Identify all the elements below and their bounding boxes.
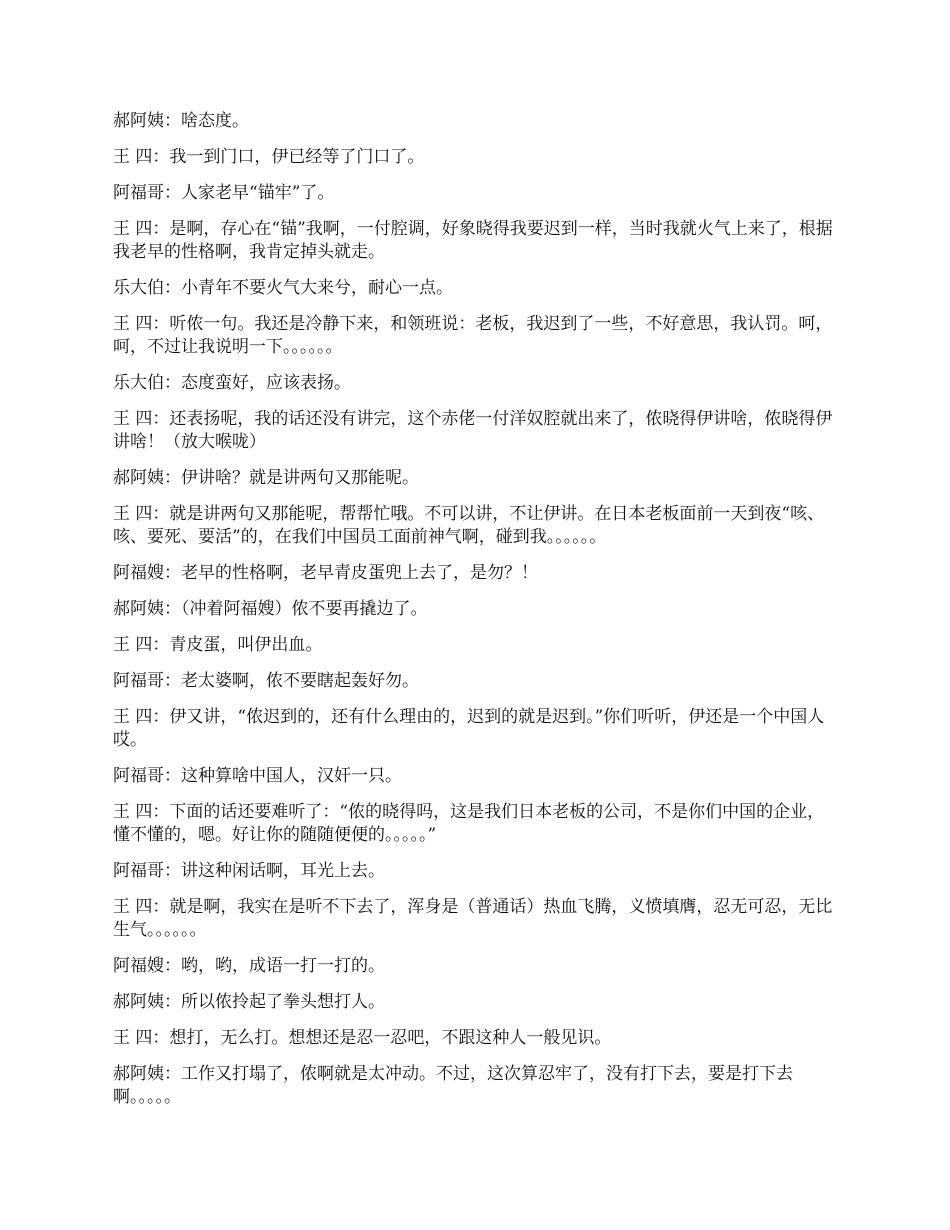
- dialogue-text: 下面的话还要难听了：“侬的晓得吗，这是我们日本老板的公司，不是你们中国的企业，懂不懂的，嗯。好让你的随随便便的。。。。。”: [113, 802, 825, 845]
- speaker-name: 王 四: [113, 707, 153, 727]
- dialogue-text: 听侬一句。我还是冷静下来，和领班说：老板，我迟到了一些，不好意思，我认罚。呵，呵，不过让我说明一下。。。。。。: [113, 314, 833, 357]
- speaker-name: 王 四: [113, 504, 153, 524]
- speaker-separator: ：: [152, 147, 170, 167]
- dialogue-line: [113, 218, 833, 264]
- speaker-name: 王 四: [113, 897, 153, 917]
- dialogue-line: [113, 503, 833, 549]
- speaker-separator: ：: [164, 468, 181, 488]
- speaker-separator: ：: [152, 1028, 170, 1048]
- dialogue-text: （冲着阿福嫂）侬不要再撬边了。: [181, 599, 428, 619]
- speaker-separator: ：: [164, 671, 181, 691]
- speaker-name: 阿福哥: [113, 671, 164, 691]
- script-page: [113, 110, 833, 1122]
- speaker-name: 郝阿姨: [113, 599, 164, 619]
- speaker-separator: ：: [164, 278, 181, 298]
- dialogue-line: [113, 1063, 833, 1109]
- dialogue-line: [113, 955, 833, 978]
- speaker-separator: ：: [152, 409, 170, 429]
- speaker-separator: ：: [152, 504, 170, 524]
- dialogue-text: 我一到门口，伊已经等了门口了。: [169, 147, 425, 167]
- dialogue-line: [113, 372, 833, 395]
- speaker-separator: ：: [164, 183, 181, 203]
- speaker-separator: ：: [152, 635, 170, 655]
- speaker-name: 王 四: [113, 147, 153, 167]
- speaker-name: 王 四: [113, 409, 153, 429]
- dialogue-text: 是啊，存心在“锚”我啊，一付腔调，好象晓得我要迟到一样，当时我就火气上来了，根据我老早的性格啊，我肯定掉头就走。: [113, 219, 833, 262]
- dialogue-line: [113, 110, 833, 133]
- dialogue-text: 老早的性格啊，老早青皮蛋兜上去了，是勿？！: [181, 563, 538, 583]
- speaker-separator: ：: [164, 373, 181, 393]
- speaker-name: 阿福嫂: [113, 563, 164, 583]
- speaker-separator: ：: [164, 956, 181, 976]
- speaker-name: 乐大伯: [113, 373, 164, 393]
- speaker-name: 阿福哥: [113, 861, 164, 881]
- speaker-name: 王 四: [113, 219, 153, 239]
- dialogue-line: [113, 313, 833, 359]
- speaker-separator: ：: [164, 861, 181, 881]
- dialogue-text: 就是啊，我实在是听不下去了，浑身是（普通话）热血飞腾，义愤填膺，忍无可忍，无比生气。。。。。。: [113, 897, 833, 940]
- speaker-name: 阿福嫂: [113, 956, 164, 976]
- dialogue-text: 小青年不要火气大来兮，耐心一点。: [181, 278, 453, 298]
- speaker-name: 乐大伯: [113, 278, 164, 298]
- speaker-separator: ：: [152, 314, 170, 334]
- speaker-separator: ：: [164, 766, 181, 786]
- speaker-name: 郝阿姨: [113, 111, 164, 131]
- speaker-name: 郝阿姨: [113, 1064, 164, 1084]
- speaker-name: 郝阿姨: [113, 992, 164, 1012]
- speaker-name: 王 四: [113, 635, 153, 655]
- dialogue-line: [113, 860, 833, 883]
- speaker-separator: ：: [164, 563, 181, 583]
- dialogue-text: 伊讲啥？就是讲两句又那能呢。: [181, 468, 419, 488]
- speaker-name: 王 四: [113, 802, 153, 822]
- dialogue-text: 老太婆啊，侬不要瞎起轰好勿。: [181, 671, 419, 691]
- dialogue-text: 青皮蛋，叫伊出血。: [169, 635, 323, 655]
- speaker-name: 阿福哥: [113, 766, 164, 786]
- dialogue-line: [113, 801, 833, 847]
- dialogue-text: 态度蛮好，应该表扬。: [181, 373, 351, 393]
- dialogue-line: [113, 896, 833, 942]
- dialogue-text: 讲这种闲话啊，耳光上去。: [181, 861, 385, 881]
- dialogue-text: 哟，哟，成语一打一打的。: [181, 956, 385, 976]
- speaker-name: 郝阿姨: [113, 468, 164, 488]
- dialogue-text: 伊又讲，“侬迟到的，还有什么理由的，迟到的就是迟到。”你们听听，伊还是一个中国人哎。: [113, 707, 825, 750]
- dialogue-line: [113, 706, 833, 752]
- dialogue-text: 所以侬拎起了拳头想打人。: [181, 992, 385, 1012]
- dialogue-text: 这种算啥中国人，汉奸一只。: [181, 766, 402, 786]
- speaker-separator: ：: [164, 992, 181, 1012]
- speaker-separator: ：: [164, 111, 181, 131]
- dialogue-line: [113, 765, 833, 788]
- speaker-separator: ：: [164, 1064, 181, 1084]
- speaker-separator: ：: [152, 219, 170, 239]
- dialogue-text: 人家老早“锚牢”了。: [181, 183, 335, 203]
- speaker-name: 王 四: [113, 1028, 153, 1048]
- dialogue-text: 还表扬呢，我的话还没有讲完，这个赤佬一付洋奴腔就出来了，侬晓得伊讲啥，侬晓得伊讲啥！（放大喉咙）: [113, 409, 833, 452]
- dialogue-line: [113, 991, 833, 1014]
- dialogue-line: [113, 634, 833, 657]
- speaker-name: 王 四: [113, 314, 153, 334]
- dialogue-line: [113, 598, 833, 621]
- dialogue-text: 就是讲两句又那能呢，帮帮忙哦。不可以讲，不让伊讲。在日本老板面前一天到夜“咳、咳、要死、要活”的，在我们中国员工面前神气啊，碰到我。。。。。。: [113, 504, 825, 547]
- dialogue-line: [113, 182, 833, 205]
- dialogue-text: 想打，无么打。想想还是忍一忍吧，不跟这种人一般见识。: [169, 1028, 612, 1048]
- dialogue-line: [113, 408, 833, 454]
- dialogue-text: 啥态度。: [181, 111, 249, 131]
- dialogue-line: [113, 146, 833, 169]
- speaker-separator: ：: [164, 599, 181, 619]
- speaker-name: 阿福哥: [113, 183, 164, 203]
- speaker-separator: ：: [152, 707, 170, 727]
- dialogue-line: [113, 1027, 833, 1050]
- dialogue-line: [113, 670, 833, 693]
- dialogue-line: [113, 562, 833, 585]
- speaker-separator: ：: [152, 802, 170, 822]
- dialogue-text: 工作又打塌了，侬啊就是太冲动。不过，这次算忍牢了，没有打下去，要是打下去啊。。。。。: [113, 1064, 793, 1107]
- dialogue-line: [113, 277, 833, 300]
- dialogue-line: [113, 467, 833, 490]
- speaker-separator: ：: [152, 897, 170, 917]
